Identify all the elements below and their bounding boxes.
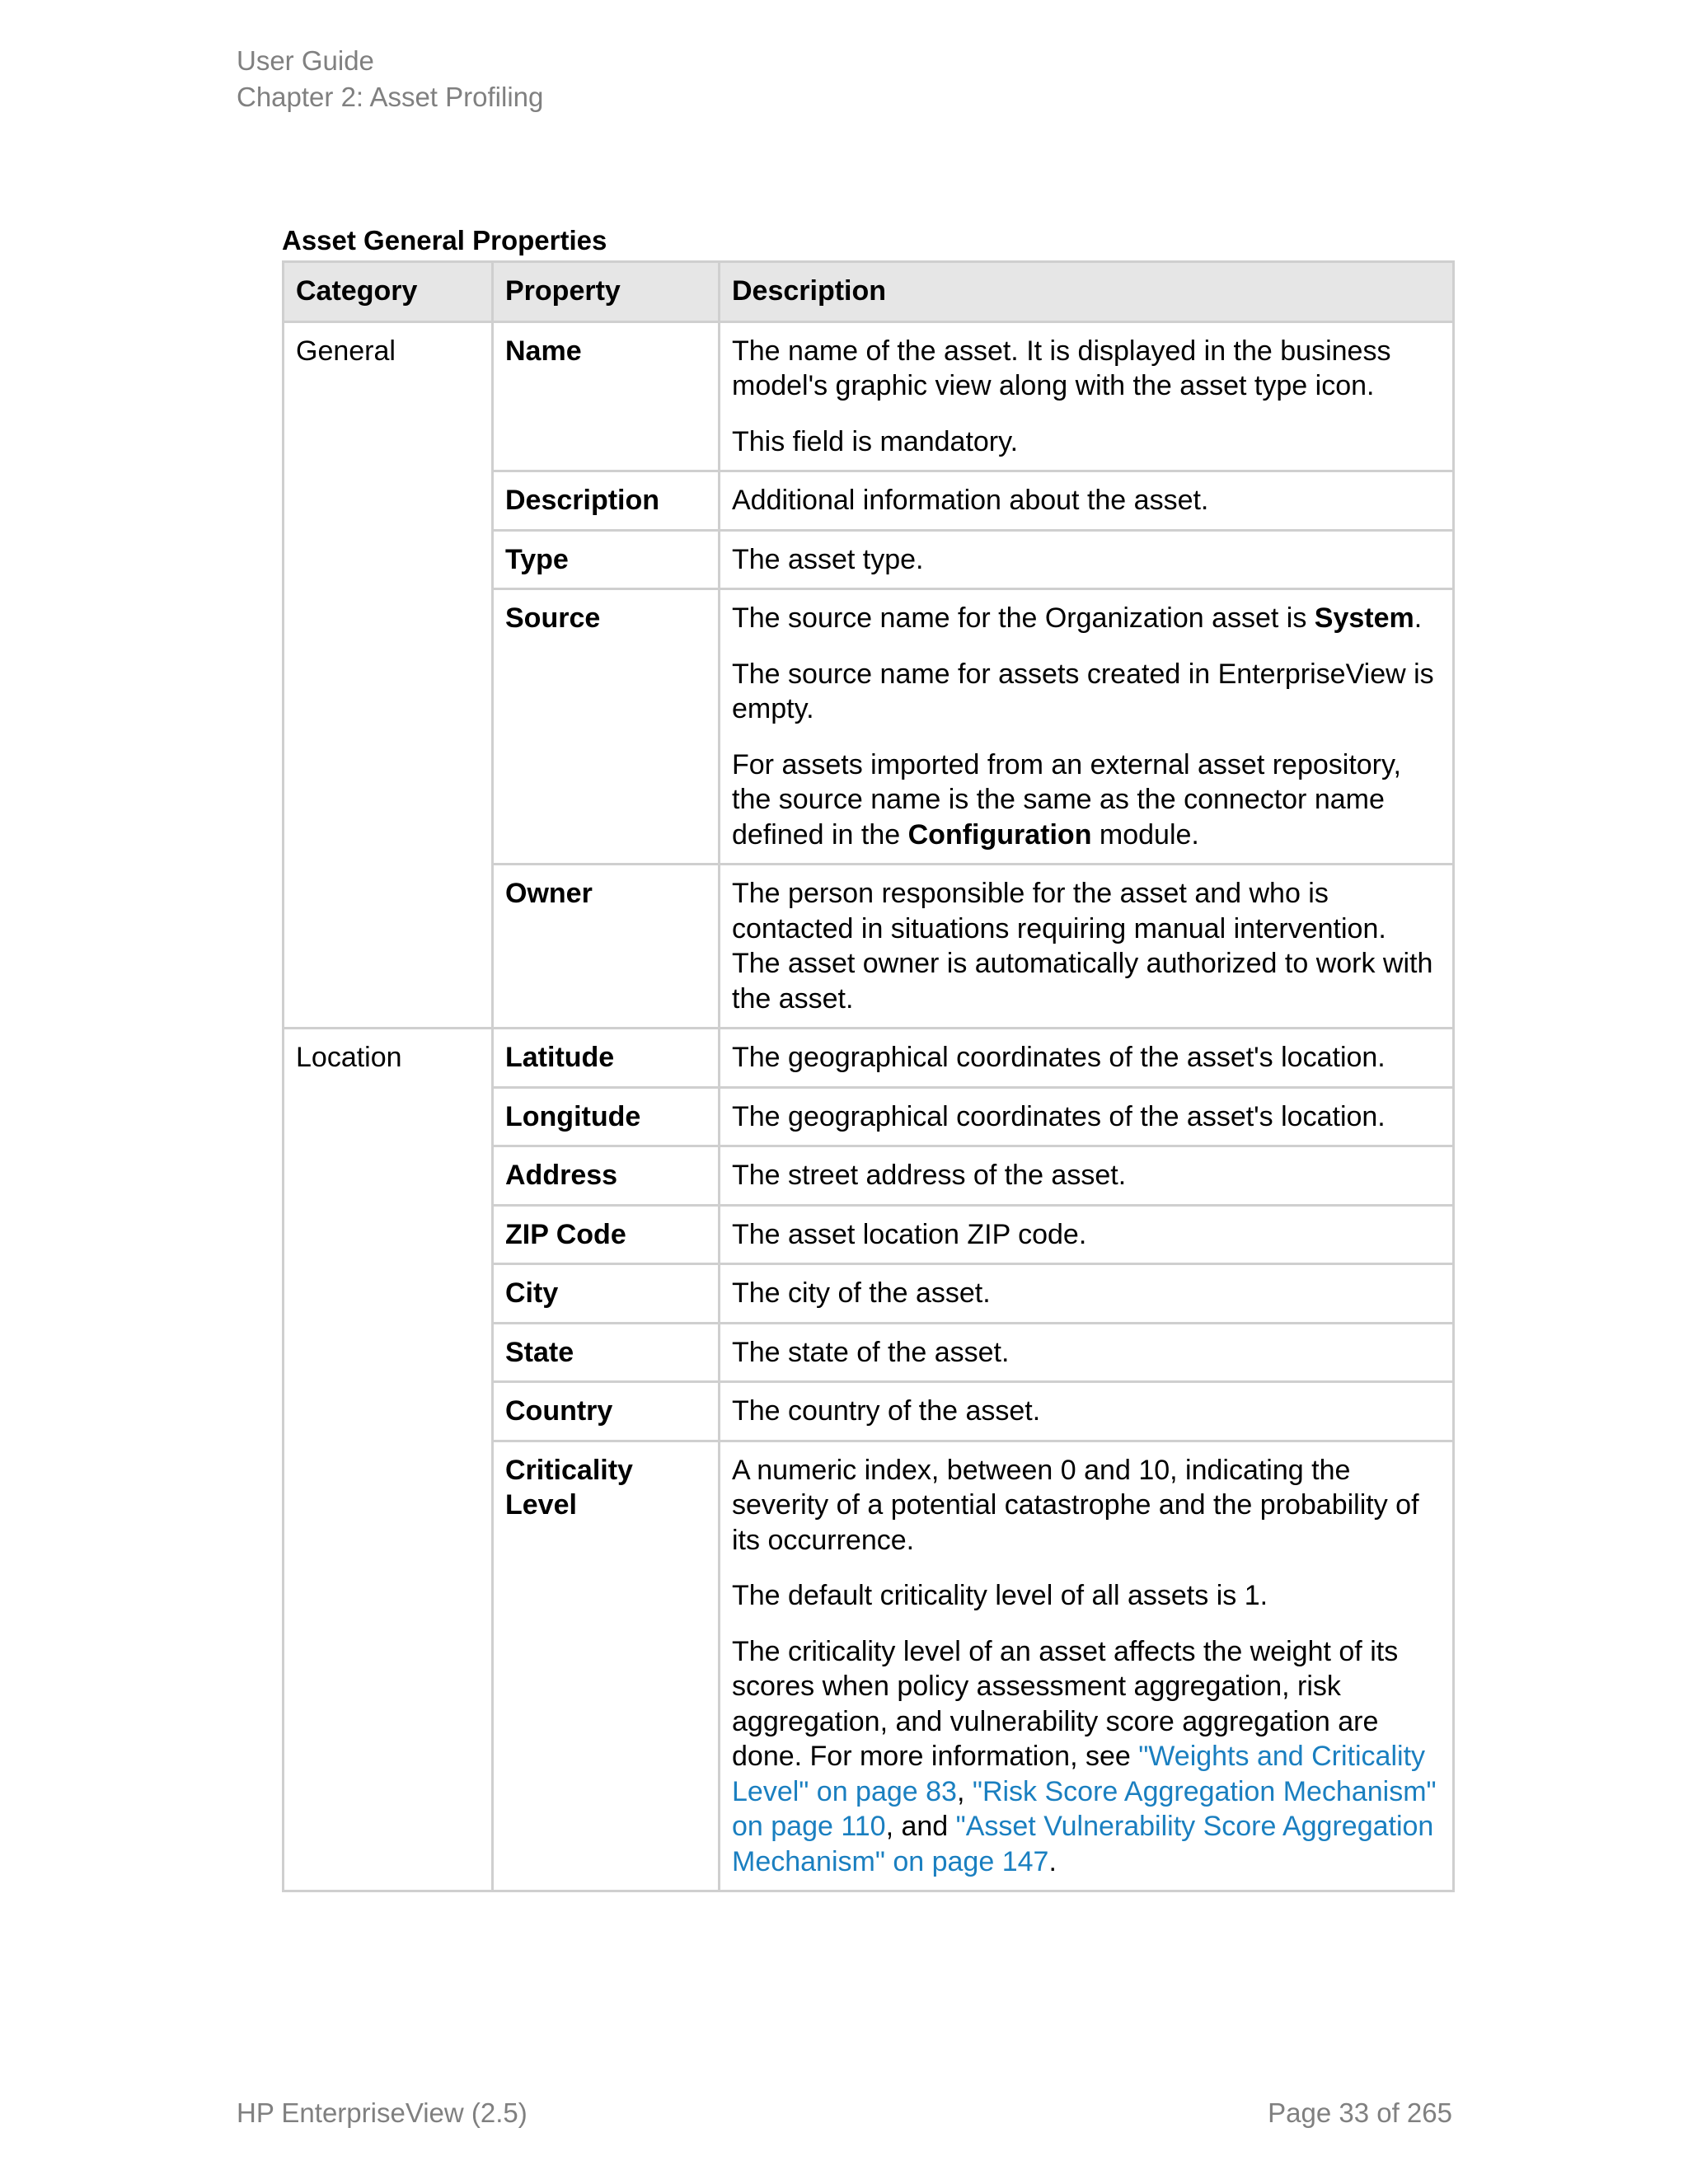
description-paragraph: The asset location ZIP code. — [732, 1218, 1087, 1250]
chapter-title: Chapter 2: Asset Profiling — [237, 82, 544, 112]
table-header-row — [284, 262, 1454, 322]
column-header-description: Description — [720, 262, 1454, 322]
description-paragraph: The geographical coordinates of the asset's location. — [732, 1100, 1386, 1132]
column-header-category: Category — [284, 262, 493, 322]
description-paragraph: This field is mandatory. — [732, 425, 1019, 457]
property-cell: State — [493, 1323, 720, 1382]
description-paragraph: The name of the asset. It is displayed in the business model's graphic view along with the asset type icon. — [732, 335, 1391, 401]
text-run: The criticality level of an asset affects the weight of its scores when policy assessment aggregation, risk aggregation, and vulnerability score aggregation are done. For more information, see — [732, 1635, 1399, 1772]
xref-link-weights[interactable]: "Weights and Criticality Level" on page 83 — [732, 1741, 1426, 1807]
bold-term-configuration: Configuration — [907, 818, 1092, 851]
property-cell: Criticality Level — [493, 1441, 720, 1891]
asset-properties-table — [282, 260, 1455, 1892]
description-cell — [720, 321, 1454, 471]
description-cell — [720, 1323, 1454, 1382]
footer-product: HP EnterpriseView (2.5) — [237, 2097, 528, 2128]
description-cell — [720, 865, 1454, 1029]
description-cell — [720, 1264, 1454, 1324]
property-cell: Type — [493, 530, 720, 589]
table-caption: Asset General Properties — [282, 225, 607, 255]
property-cell: Description — [493, 471, 720, 531]
description-cell — [720, 1029, 1454, 1088]
description-paragraph: The asset type. — [732, 543, 924, 575]
text-run: . — [1414, 602, 1423, 634]
description-paragraph: The state of the asset. — [732, 1336, 1010, 1368]
bold-term-system: System — [1314, 602, 1414, 634]
property-cell: Source — [493, 589, 720, 865]
description-paragraph: The geographical coordinates of the asset's location. — [732, 1042, 1386, 1073]
category-cell-general: General — [284, 321, 493, 1029]
property-cell: Name — [493, 321, 720, 471]
description-paragraph: The country of the asset. — [732, 1395, 1041, 1427]
property-cell: Longitude — [493, 1087, 720, 1146]
description-paragraph — [732, 601, 1441, 636]
description-cell — [720, 1441, 1454, 1891]
property-cell: Country — [493, 1382, 720, 1441]
table-row-name — [284, 321, 1454, 471]
document-title: User Guide — [237, 45, 374, 76]
category-cell-location: Location — [284, 1029, 493, 1891]
description-cell — [720, 471, 1454, 531]
property-cell: Latitude — [493, 1029, 720, 1088]
text-run: module. — [1091, 818, 1199, 851]
description-paragraph: The default criticality level of all assets is 1. — [732, 1580, 1268, 1611]
description-paragraph — [732, 1634, 1441, 1880]
description-cell — [720, 1382, 1454, 1441]
table-row-latitude — [284, 1029, 1454, 1088]
description-cell — [720, 1087, 1454, 1146]
text-run: . — [1048, 1845, 1057, 1877]
property-cell: Address — [493, 1146, 720, 1206]
footer-page-number: Page 33 of 265 — [1268, 2097, 1452, 2128]
description-paragraph: The source name for assets created in EnterpriseView is empty. — [732, 658, 1434, 724]
running-header — [237, 43, 543, 115]
description-cell — [720, 589, 1454, 865]
property-cell: Owner — [493, 865, 720, 1029]
column-header-property: Property — [493, 262, 720, 322]
property-cell: City — [493, 1264, 720, 1324]
xref-link-risk-score[interactable]: "Risk Score Aggregation Mechanism" on page 110 — [732, 1775, 1437, 1842]
description-paragraph — [732, 748, 1441, 853]
text-run: The source name for the Organization asset is — [732, 602, 1315, 634]
description-paragraph: The city of the asset. — [732, 1277, 991, 1309]
property-cell: ZIP Code — [493, 1205, 720, 1264]
description-cell — [720, 1146, 1454, 1206]
description-paragraph: Additional information about the asset. — [732, 485, 1209, 516]
text-run: For assets imported from an external asset repository, the source name is the same as the connector name defined in the — [732, 748, 1401, 851]
description-cell — [720, 1205, 1454, 1264]
text-run: , and — [885, 1811, 956, 1842]
text-run: , — [956, 1775, 973, 1807]
description-cell — [720, 530, 1454, 589]
description-paragraph: A numeric index, between 0 and 10, indicating the severity of a potential catastrophe and the probability of its occurrence. — [732, 1454, 1419, 1556]
description-paragraph: The person responsible for the asset and who is contacted in situations requiring manual intervention. The asset owner is automatically authorized to work with the asset. — [732, 878, 1433, 1015]
description-paragraph: The street address of the asset. — [732, 1160, 1127, 1191]
xref-link-vulnerability-score[interactable]: "Asset Vulnerability Score Aggregation Mechanism" on page 147 — [732, 1811, 1434, 1877]
